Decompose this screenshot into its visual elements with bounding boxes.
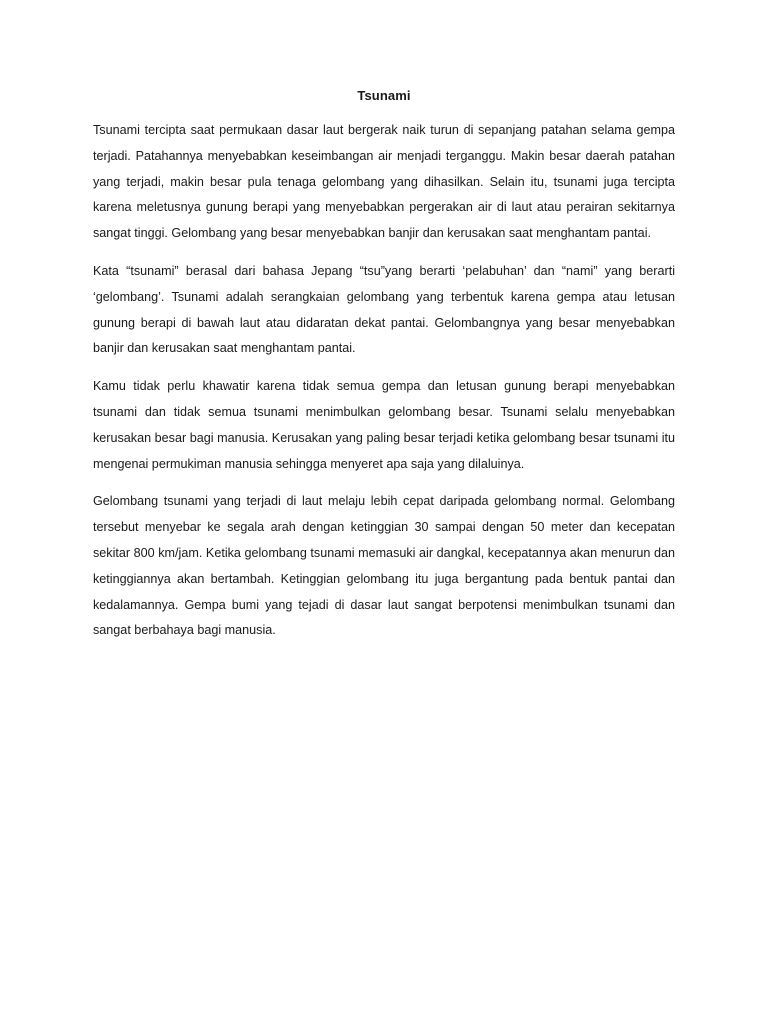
paragraph-3: Kamu tidak perlu khawatir karena tidak semua gempa dan letusan gunung berapi menyebabkan tsunami dan tidak semua tsunami menimbulkan gelombang besar. Tsunami selalu menyebabkan kerusakan besar bagi manusia. Kerusakan yang paling besar terjadi ketika gelombang besar tsunami itu mengenai permukiman manusia sehingga menyeret apa saja yang dilaluinya.: [93, 379, 675, 471]
document-title: Tsunami: [357, 88, 411, 103]
paragraph-2: Kata “tsunami” berasal dari bahasa Jepang “tsu”yang berarti ‘pelabuhan’ dan “nami” yang berarti ‘gelombang’. Tsunami adalah serangkaian gelombang yang terbentuk karena gempa atau letusan gunung berapi di bawah laut atau didaratan dekat pantai. Gelombangnya yang besar menyebabkan banjir dan kerusakan saat menghantam pantai.: [93, 263, 675, 356]
paragraph-1: Tsunami tercipta saat permukaan dasar laut bergerak naik turun di sepanjang patahan selama gempa terjadi. Patahannya menyebabkan keseimbangan air menjadi terganggu. Makin besar daerah patahan yang terjadi, makin besar pula tenaga gelombang yang dihasilkan. Selain itu, tsunami juga tercipta karena meletusnya gunung berapi yang menyebabkan pergerakan air di laut atau perairan sekitarnya sangat tinggi. Gelombang yang besar menyebabkan banjir dan kerusakan saat menghantam pantai.: [93, 123, 675, 241]
document-body: [93, 84, 675, 656]
paragraph-4: Gelombang tsunami yang terjadi di laut melaju lebih cepat daripada gelombang normal. Gelombang tersebut menyebar ke segala arah dengan ketinggian 30 sampai dengan 50 meter dan kecepatan sekitar 800 km/jam. Ketika gelombang tsunami memasuki air dangkal, kecepatannya akan menurun dan ketinggiannya akan bertambah. Ketinggian gelombang itu juga bergantung pada bentuk pantai dan kedalamannya. Gempa bumi yang tejadi di dasar laut sangat berpotensi menimbulkan tsunami dan sangat berbahaya bagi manusia.: [93, 494, 675, 638]
